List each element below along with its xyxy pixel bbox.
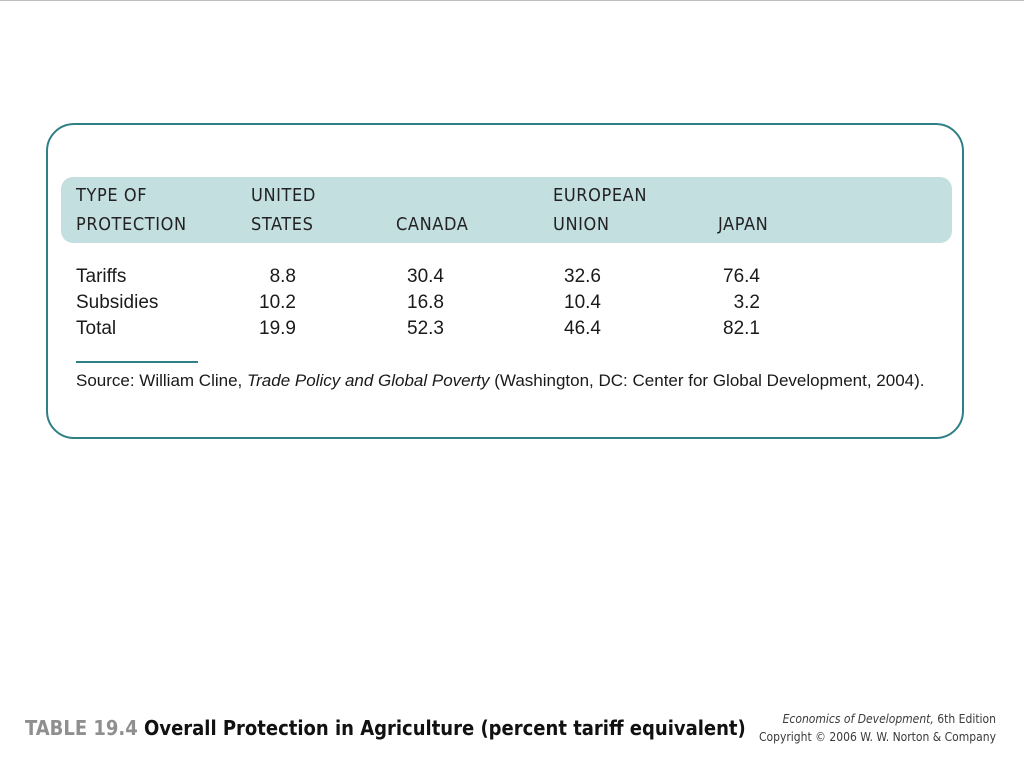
header-line: TYPE OF (76, 185, 148, 206)
header-united-states (251, 181, 316, 239)
cell-canada-tariffs: 30.4 (407, 266, 444, 287)
row-label-tariffs: Tariffs (76, 266, 127, 287)
source-note (76, 368, 956, 394)
source-prefix: Source: William Cline, (76, 371, 247, 390)
caption-title: Overall Protection in Agriculture (percent tariff equivalent) (144, 716, 746, 740)
header-line: PROTECTION (76, 214, 187, 235)
credit-copyright: Copyright © 2006 W. W. Norton & Company (758, 730, 996, 744)
table-header-band (61, 177, 952, 243)
header-line: CANADA (396, 214, 469, 235)
row-label-subsidies: Subsidies (76, 292, 159, 313)
top-divider (0, 0, 1024, 1)
source-divider (76, 361, 198, 363)
cell-japan-total: 82.1 (723, 318, 760, 339)
header-japan (718, 181, 768, 239)
header-line: STATES (251, 214, 314, 235)
header-line: UNION (553, 214, 610, 235)
header-line: UNITED (251, 185, 316, 206)
source-suffix: (Washington, DC: Center for Global Development, 2004). (489, 371, 925, 390)
header-line (396, 181, 468, 210)
cell-eu-tariffs: 32.6 (564, 266, 601, 287)
publisher-credit (759, 710, 996, 746)
credit-book-title: Economics of Development, (782, 712, 934, 726)
header-canada (396, 181, 468, 239)
cell-canada-subsidies: 16.8 (407, 292, 444, 313)
cell-eu-total: 46.4 (564, 318, 601, 339)
row-label-total: Total (76, 318, 117, 339)
header-line: EUROPEAN (553, 185, 648, 206)
cell-canada-total: 52.3 (407, 318, 444, 339)
header-line (718, 181, 768, 210)
cell-japan-subsidies: 3.2 (733, 292, 760, 313)
table-caption (25, 716, 746, 740)
cell-us-subsidies: 10.2 (259, 292, 296, 313)
cell-eu-subsidies: 10.4 (564, 292, 601, 313)
header-european-union (553, 181, 647, 239)
cell-us-tariffs: 8.8 (269, 266, 296, 287)
source-book-title: Trade Policy and Global Poverty (247, 371, 490, 390)
cell-us-total: 19.9 (259, 318, 296, 339)
caption-label: TABLE 19.4 (25, 716, 138, 740)
header-type-of-protection (76, 181, 187, 239)
credit-book-line (759, 710, 996, 728)
credit-edition: 6th Edition (933, 712, 996, 726)
header-line: JAPAN (718, 214, 769, 235)
cell-japan-tariffs: 76.4 (723, 266, 760, 287)
